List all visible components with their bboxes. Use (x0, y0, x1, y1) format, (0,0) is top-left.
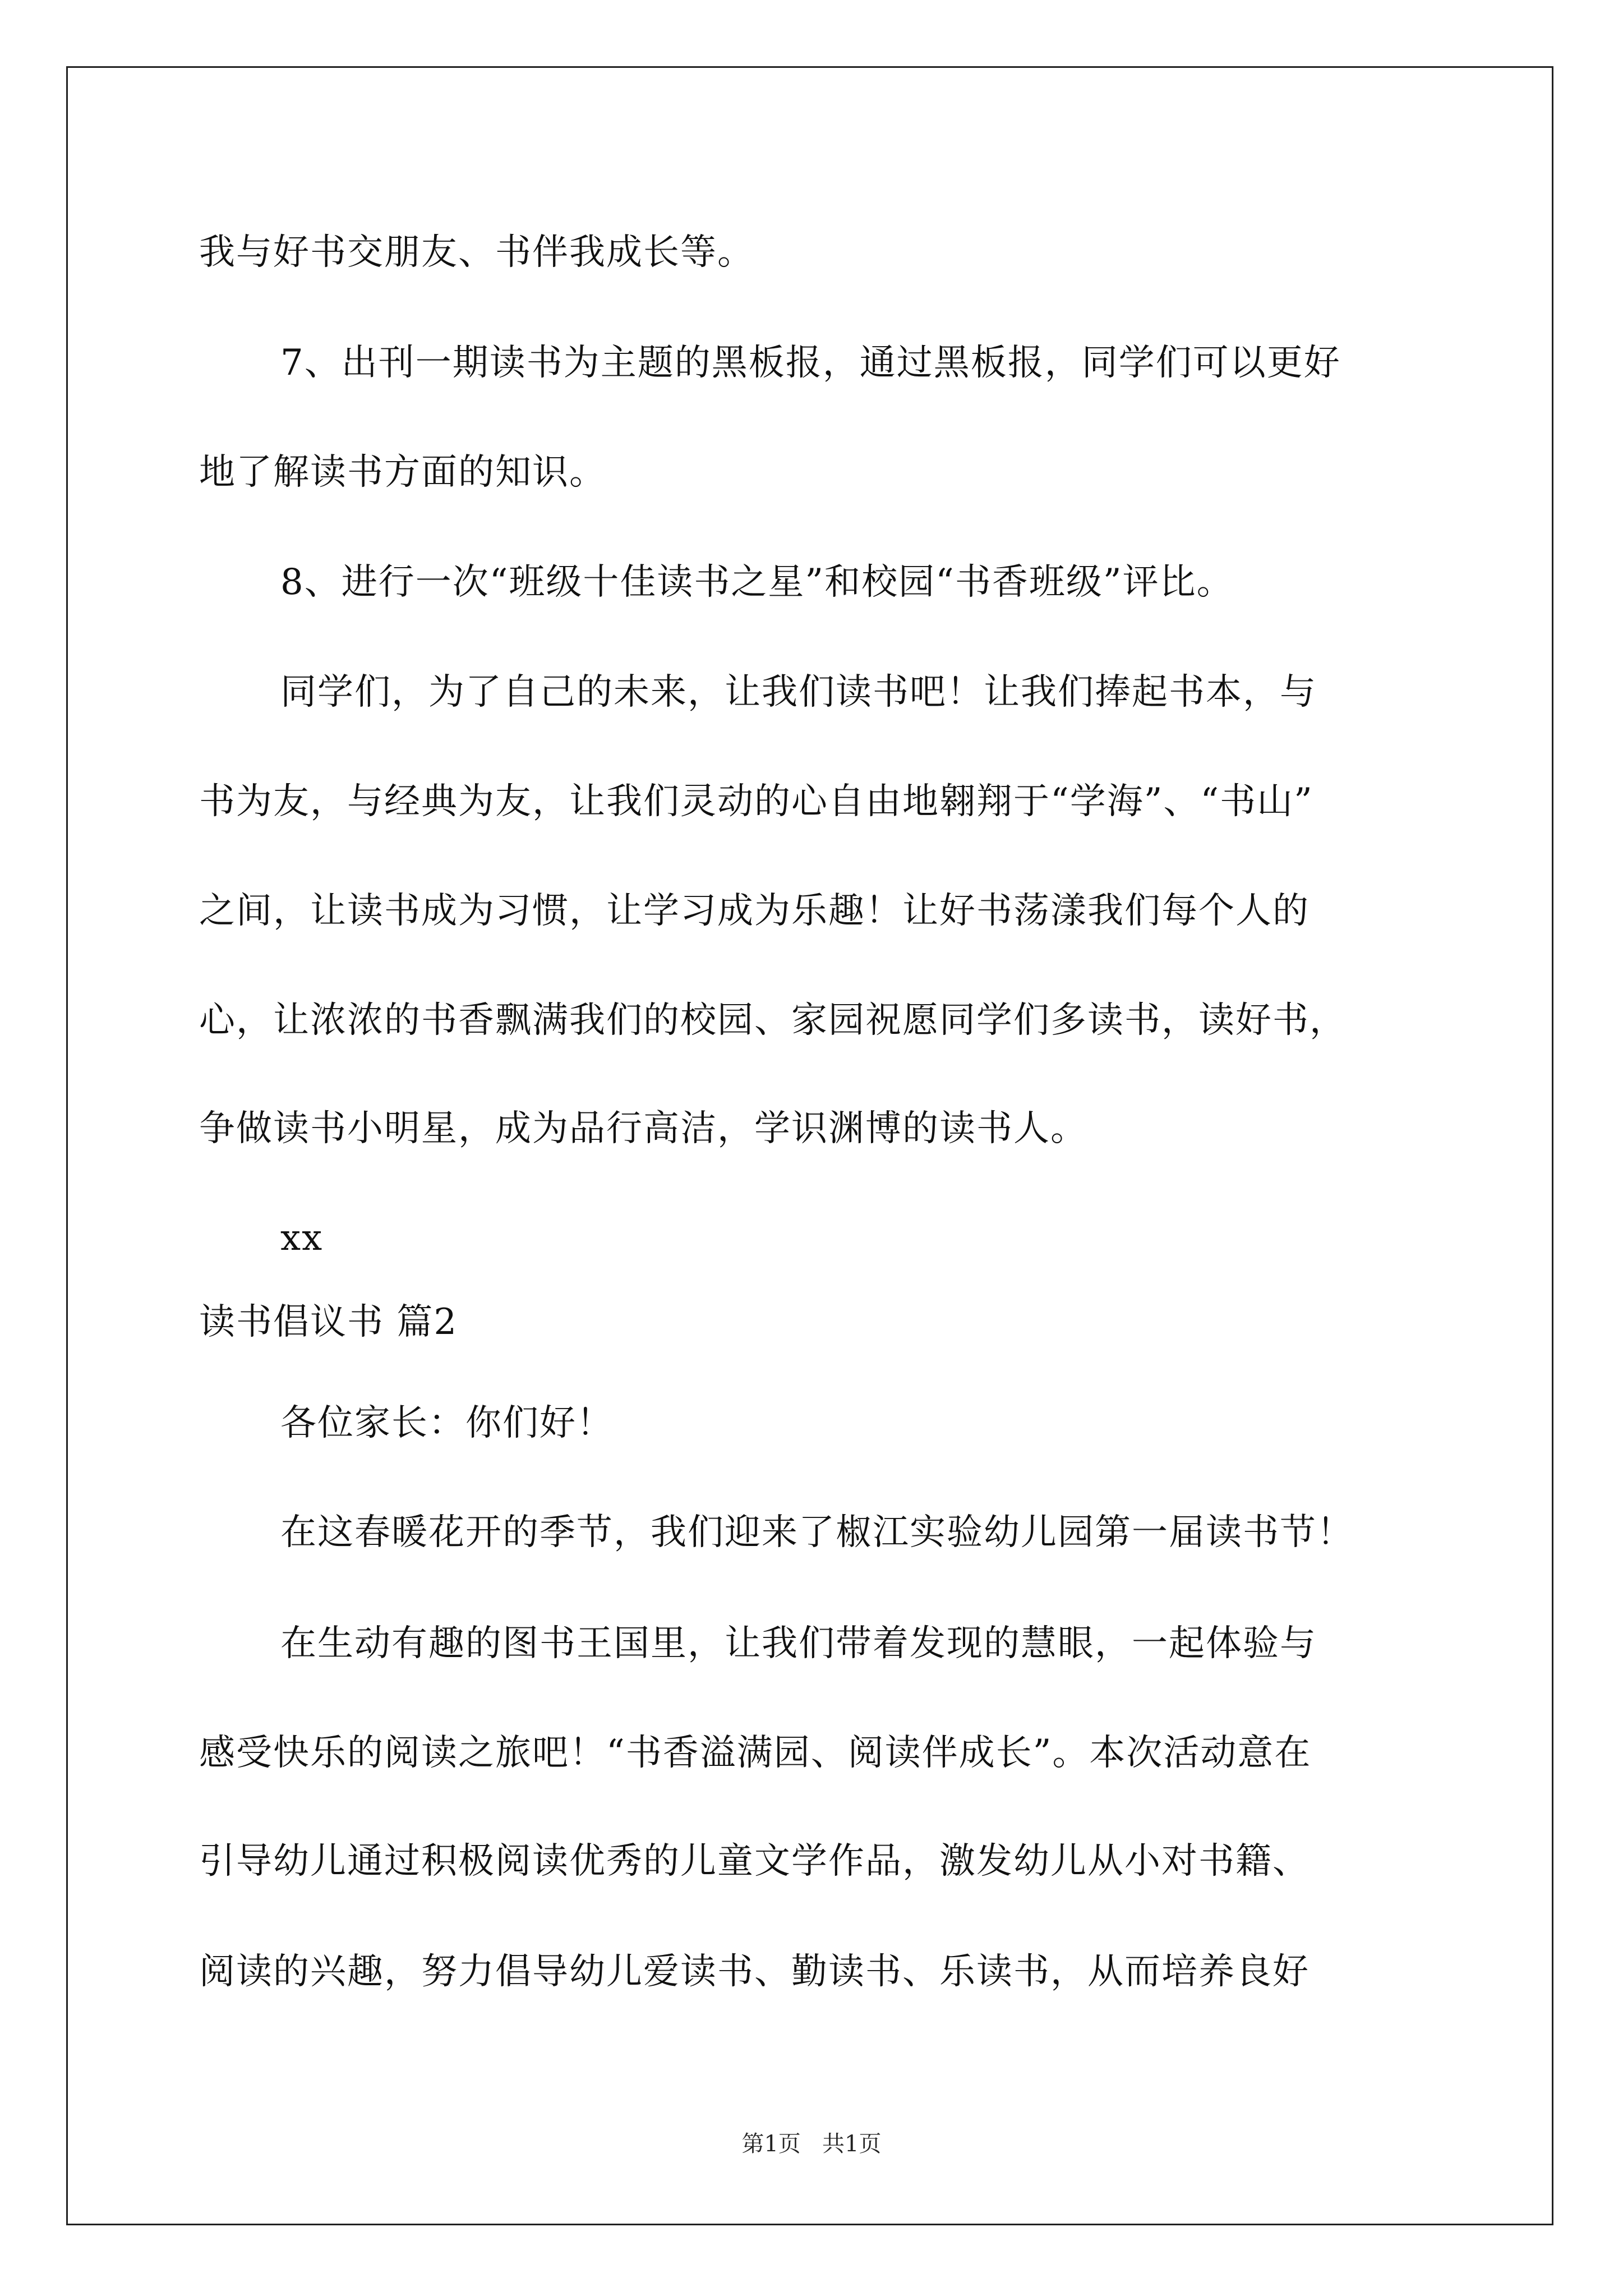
text-line: 我与好书交朋友、书伴我成长等。 (199, 232, 754, 273)
text-line: 心，让浓浓的书香飘满我们的校园、家园祝愿同学们多读书，读好书， (199, 1000, 1347, 1041)
text-line: 争做读书小明星，成为品行高洁，学识渊博的读书人。 (199, 1108, 1087, 1149)
text-line: 之间，让读书成为习惯，让学习成为乐趣！让好书荡漾我们每个人的 (199, 890, 1310, 932)
text-line: 阅读的兴趣，努力倡导幼儿爱读书、勤读书、乐读书，从而培养良好 (199, 1951, 1310, 1993)
text-line: 感受快乐的阅读之旅吧！“书香溢满园、阅读伴成长”。本次活动意在 (199, 1732, 1312, 1774)
section-heading: 读书倡议书 篇2 (199, 1301, 458, 1343)
text-line: 地了解读书方面的知识。 (199, 452, 606, 493)
text-line: 8、进行一次“班级十佳读书之星”和校园“书香班级”评比。 (280, 562, 1234, 603)
signature: xx (280, 1217, 324, 1259)
text-line: 引导幼儿通过积极阅读优秀的儿童文学作品，激发幼儿从小对书籍、 (199, 1841, 1310, 1882)
text-line: 同学们，为了自己的未来，让我们读书吧！让我们捧起书本，与 (280, 671, 1317, 713)
text-line: 在这春暖花开的季节，我们迎来了椒江实验幼儿园第一届读书节！ (280, 1512, 1354, 1553)
salutation: 各位家长：你们好！ (280, 1402, 614, 1444)
text-line: 在生动有趣的图书王国里，让我们带着发现的慧眼，一起体验与 (280, 1623, 1317, 1664)
page-footer: 第1页 共1页 (741, 2131, 882, 2157)
text-line: 7、出刊一期读书为主题的黑板报，通过黑板报，同学们可以更好 (280, 342, 1341, 384)
text-line: 书为友，与经典为友，让我们灵动的心自由地翱翔于“学海”、“书山” (199, 781, 1313, 822)
